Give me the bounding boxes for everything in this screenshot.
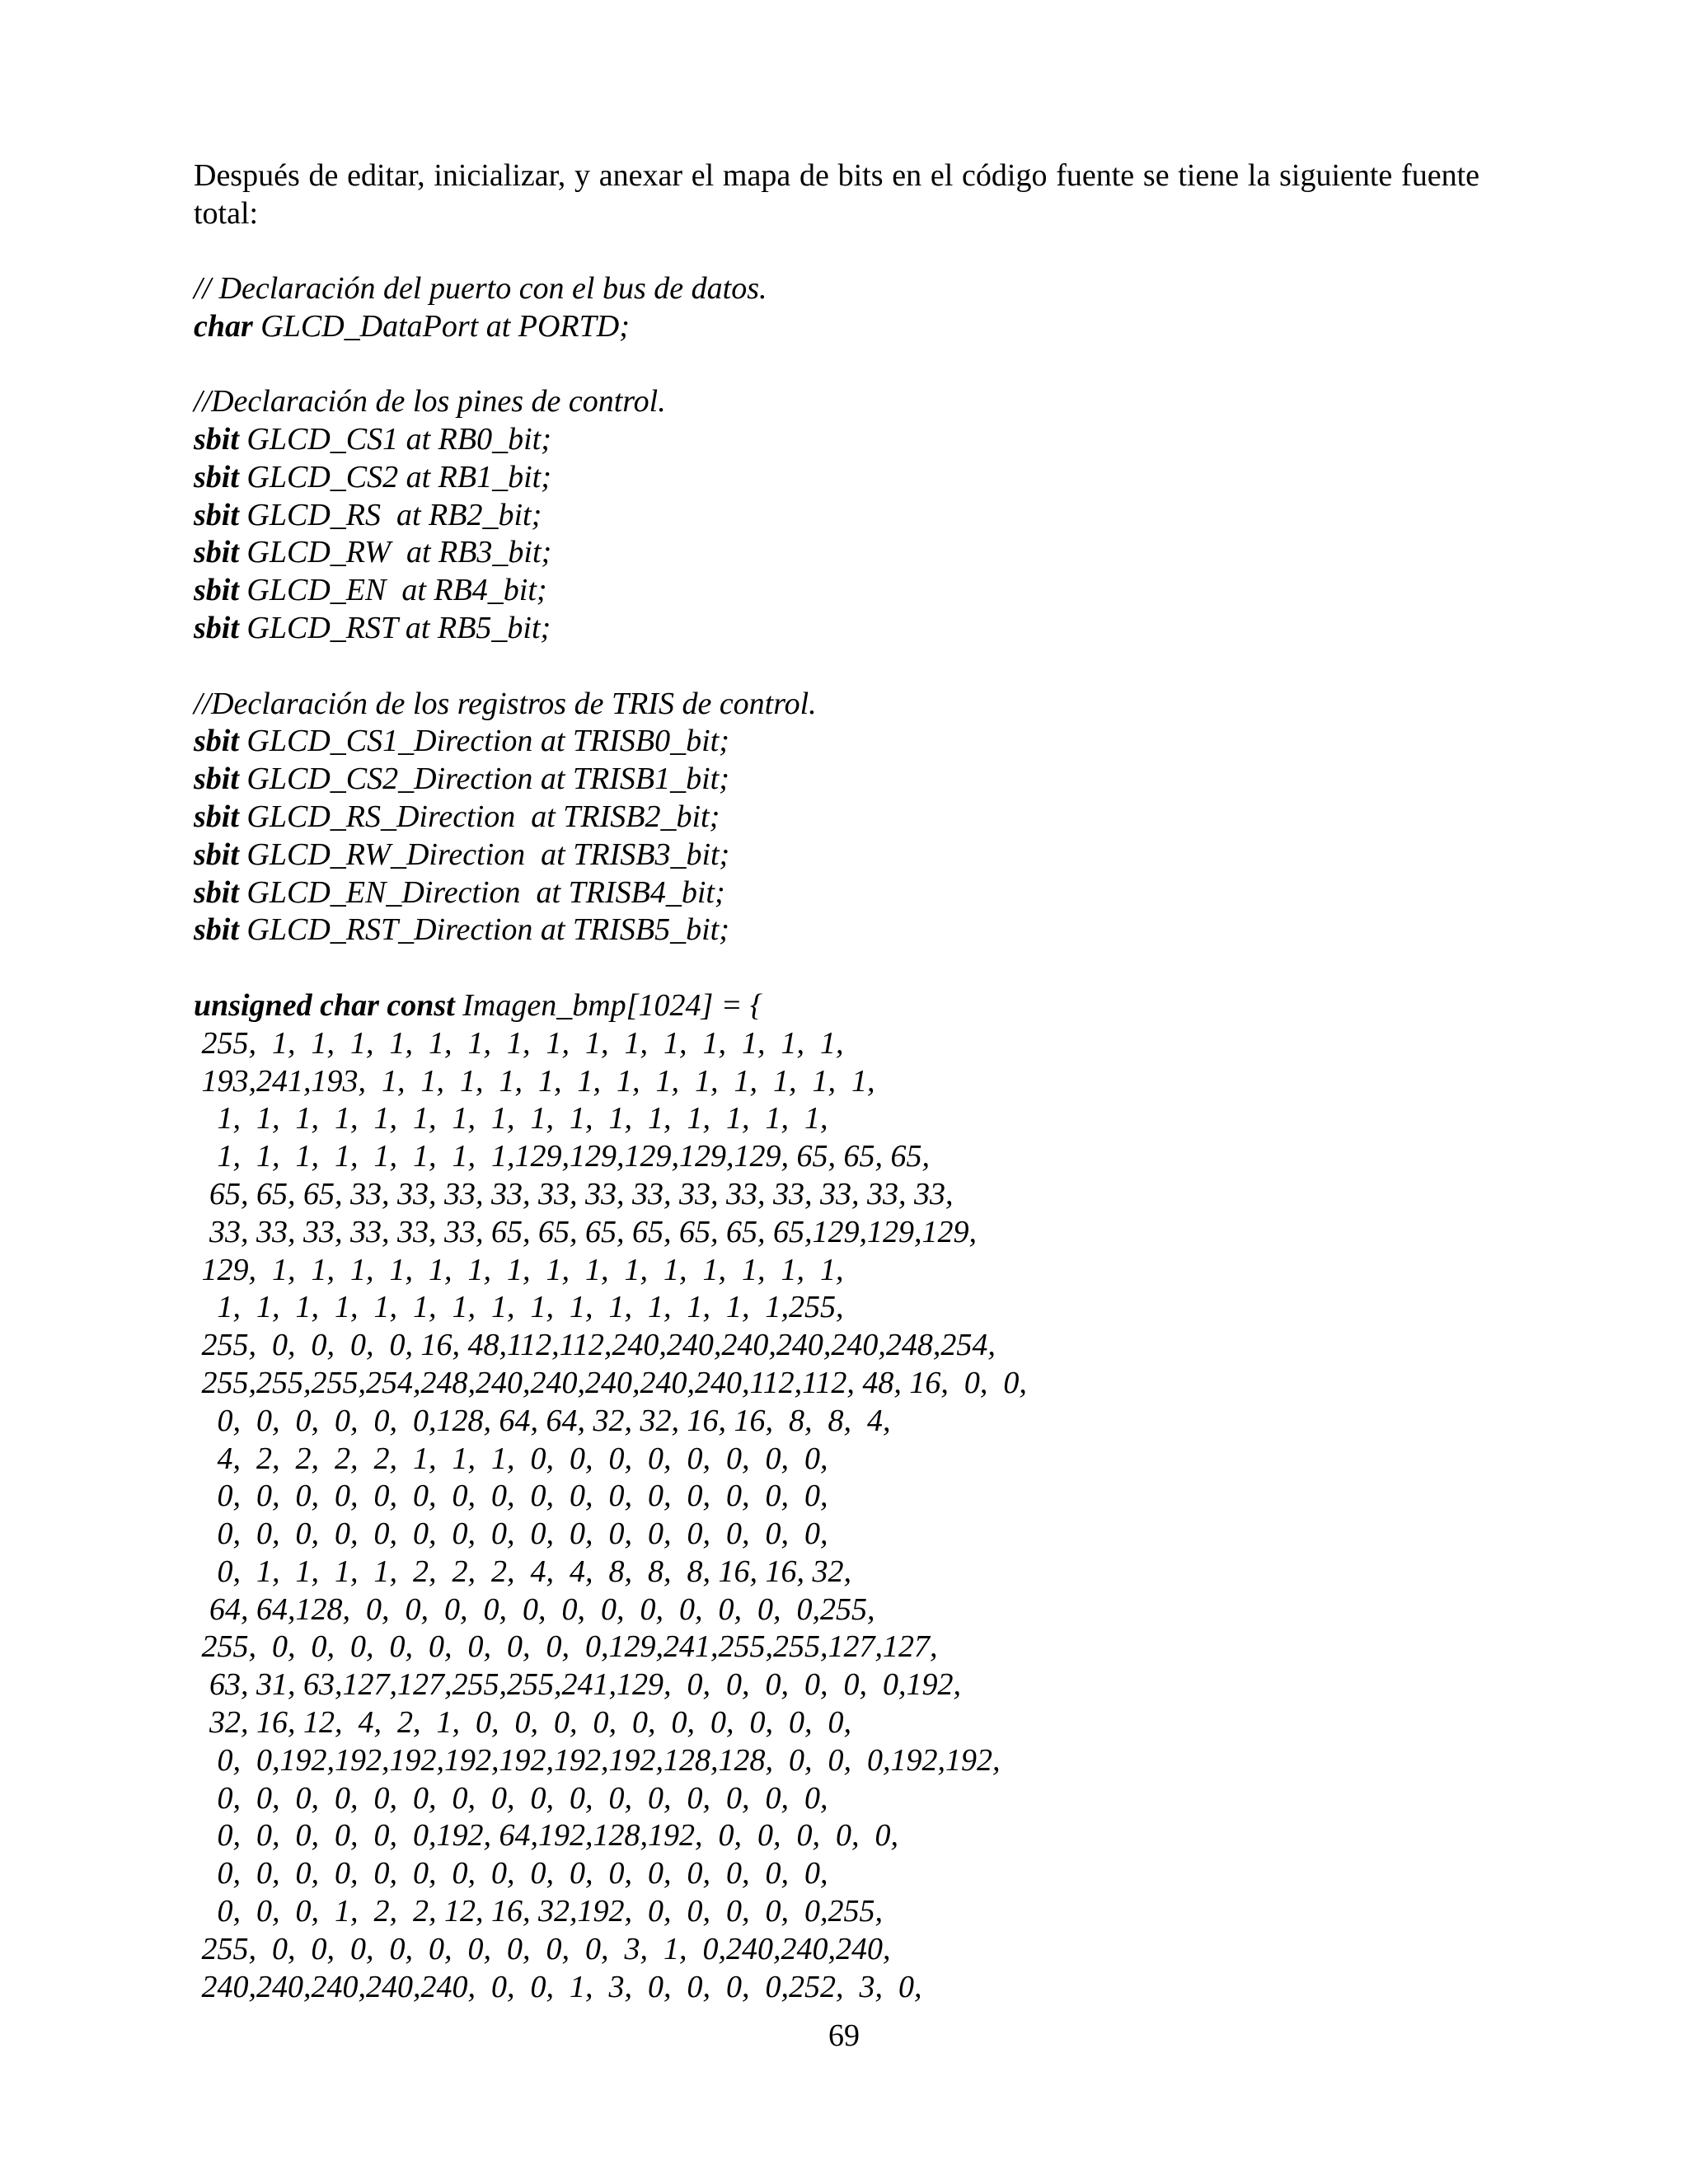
source-code (194, 270, 1479, 2007)
code-line (194, 1855, 1479, 1893)
spacer (194, 949, 1479, 987)
code-line (194, 1893, 1479, 1931)
code-keyword: sbit (194, 497, 239, 532)
code-text: GLCD_RST_Direction at TRISB5_bit; (238, 912, 729, 948)
code-line (194, 686, 1479, 724)
code-text: GLCD_RW_Direction at TRISB3_bit; (238, 837, 730, 872)
code-line (194, 1817, 1479, 1855)
code-text: 32, 16, 12, 4, 2, 1, 0, 0, 0, 0, 0, 0, 0, 0, 0, 0, (194, 1705, 851, 1741)
code-text: GLCD_CS2 at RB1_bit; (238, 459, 551, 494)
code-line (194, 1478, 1479, 1516)
code-text: 0, 0,192,192,192,192,192,192,192,128,128, 0, 0, 0,192,192, (194, 1742, 1001, 1778)
code-keyword: sbit (194, 535, 239, 570)
code-text: GLCD_RS at RB2_bit; (238, 497, 542, 532)
code-text: 33, 33, 33, 33, 33, 33, 65, 65, 65, 65, 65, 65, 65,129,129,129, (194, 1214, 977, 1249)
code-section (194, 987, 1479, 2007)
code-line (194, 1516, 1479, 1554)
code-line (194, 837, 1479, 874)
code-line (194, 610, 1479, 648)
code-text: 64, 64,128, 0, 0, 0, 0, 0, 0, 0, 0, 0, 0, 0, 0,255, (194, 1591, 875, 1627)
code-line (194, 534, 1479, 572)
code-text: 4, 2, 2, 2, 2, 1, 1, 1, 0, 0, 0, 0, 0, 0, 0, 0, (194, 1441, 828, 1476)
code-line (194, 572, 1479, 610)
code-line (194, 1403, 1479, 1441)
code-line (194, 1100, 1479, 1138)
code-line (194, 1969, 1479, 2007)
code-line (194, 799, 1479, 837)
code-section (194, 270, 1479, 346)
code-line (194, 421, 1479, 459)
code-line (194, 987, 1479, 1025)
code-line (194, 1176, 1479, 1214)
code-line (194, 1327, 1479, 1365)
code-text: GLCD_RST at RB5_bit; (238, 610, 551, 645)
code-keyword: sbit (194, 874, 239, 910)
code-section (194, 383, 1479, 648)
code-line (194, 1138, 1479, 1176)
code-line (194, 308, 1479, 346)
code-text: 1, 1, 1, 1, 1, 1, 1, 1, 1, 1, 1, 1, 1, 1, 1, 1, (194, 1101, 828, 1137)
code-text: GLCD_CS1 at RB0_bit; (238, 421, 551, 457)
code-text: GLCD_RW at RB3_bit; (238, 535, 552, 570)
code-text: 1, 1, 1, 1, 1, 1, 1, 1, 1, 1, 1, 1, 1, 1, 1,255, (194, 1290, 844, 1325)
intro-paragraph: Después de editar, inicializar, y anexar el mapa de bits en el código fuente se tiene la siguiente fuente total: (194, 158, 1479, 231)
code-text: GLCD_CS1_Direction at TRISB0_bit; (238, 724, 729, 759)
code-text: // Declaración del puerto con el bus de datos. (194, 270, 767, 306)
code-keyword: sbit (194, 610, 239, 645)
code-text: GLCD_EN at RB4_bit; (238, 573, 547, 608)
code-text: GLCD_CS2_Direction at TRISB1_bit; (238, 762, 729, 797)
code-text: 0, 0, 0, 1, 2, 2, 12, 16, 32,192, 0, 0, 0, 0, 0,255, (194, 1894, 883, 1929)
code-line (194, 1441, 1479, 1479)
code-text: 0, 0, 0, 0, 0, 0, 0, 0, 0, 0, 0, 0, 0, 0, 0, 0, (194, 1856, 828, 1891)
spacer (194, 345, 1479, 383)
spacer (194, 232, 1479, 270)
code-keyword: sbit (194, 799, 239, 834)
code-section (194, 686, 1479, 950)
code-text: Imagen_bmp[1024] = { (454, 987, 763, 1023)
code-keyword: sbit (194, 724, 239, 759)
code-keyword: sbit (194, 762, 239, 797)
document-page (194, 157, 1479, 2006)
code-text: GLCD_DataPort at PORTD; (252, 308, 630, 344)
code-line (194, 1063, 1479, 1101)
code-keyword: sbit (194, 912, 239, 948)
code-line (194, 1742, 1479, 1780)
code-line (194, 383, 1479, 421)
code-line (194, 1025, 1479, 1063)
code-keyword: sbit (194, 837, 239, 872)
code-text: 0, 0, 0, 0, 0, 0, 0, 0, 0, 0, 0, 0, 0, 0, 0, 0, (194, 1479, 828, 1514)
code-keyword: sbit (194, 421, 239, 457)
spacer (194, 648, 1479, 686)
code-text: 255, 0, 0, 0, 0, 0, 0, 0, 0, 0,129,241,255,255,127,127, (194, 1629, 938, 1665)
code-text: 255, 0, 0, 0, 0, 0, 0, 0, 0, 0, 3, 1, 0,240,240,240, (194, 1931, 891, 1966)
code-line (194, 1252, 1479, 1290)
code-line (194, 723, 1479, 761)
code-line (194, 761, 1479, 799)
code-line (194, 1214, 1479, 1252)
code-keyword: sbit (194, 459, 239, 494)
code-line (194, 270, 1479, 308)
code-text: //Declaración de los pines de control. (194, 384, 666, 419)
code-text: 129, 1, 1, 1, 1, 1, 1, 1, 1, 1, 1, 1, 1, 1, 1, 1, (194, 1252, 844, 1287)
code-text: 255, 0, 0, 0, 0, 16, 48,112,112,240,240,240,240,240,248,254, (194, 1328, 996, 1363)
code-line (194, 1704, 1479, 1742)
code-text: 0, 0, 0, 0, 0, 0,128, 64, 64, 32, 32, 16, 16, 8, 8, 4, (194, 1403, 891, 1438)
code-line (194, 1780, 1479, 1818)
code-line (194, 1365, 1479, 1403)
page-number: 69 (828, 2018, 860, 2053)
code-text: //Declaración de los registros de TRIS de control. (194, 686, 817, 721)
code-text: 0, 0, 0, 0, 0, 0, 0, 0, 0, 0, 0, 0, 0, 0, 0, 0, (194, 1516, 828, 1552)
code-text: 0, 0, 0, 0, 0, 0,192, 64,192,128,192, 0, 0, 0, 0, 0, (194, 1818, 898, 1854)
code-text: 255, 1, 1, 1, 1, 1, 1, 1, 1, 1, 1, 1, 1, 1, 1, 1, (194, 1025, 844, 1061)
code-line (194, 912, 1479, 949)
code-line (194, 1629, 1479, 1666)
code-line (194, 1931, 1479, 1969)
code-line (194, 1591, 1479, 1629)
code-text: 65, 65, 65, 33, 33, 33, 33, 33, 33, 33, 33, 33, 33, 33, 33, 33, (194, 1176, 954, 1212)
code-text: 0, 1, 1, 1, 1, 2, 2, 2, 4, 4, 8, 8, 8, 16, 16, 32, (194, 1554, 851, 1589)
code-text: 240,240,240,240,240, 0, 0, 1, 3, 0, 0, 0, 0,252, 3, 0, (194, 1969, 922, 2004)
code-line (194, 874, 1479, 912)
code-keyword: unsigned char const (194, 987, 455, 1023)
code-text: 0, 0, 0, 0, 0, 0, 0, 0, 0, 0, 0, 0, 0, 0, 0, 0, (194, 1780, 828, 1816)
code-text: GLCD_RS_Direction at TRISB2_bit; (238, 799, 720, 834)
code-keyword: char (194, 308, 253, 344)
code-line (194, 1666, 1479, 1704)
code-text: 255,255,255,254,248,240,240,240,240,240,112,112, 48, 16, 0, 0, (194, 1365, 1027, 1400)
code-text: GLCD_EN_Direction at TRISB4_bit; (238, 874, 725, 910)
code-text: 1, 1, 1, 1, 1, 1, 1, 1,129,129,129,129,129, 65, 65, 65, (194, 1139, 930, 1174)
code-line (194, 1289, 1479, 1327)
code-line (194, 1554, 1479, 1591)
code-line (194, 459, 1479, 497)
code-text: 63, 31, 63,127,127,255,255,241,129, 0, 0, 0, 0, 0, 0,192, (194, 1667, 961, 1703)
code-text: 193,241,193, 1, 1, 1, 1, 1, 1, 1, 1, 1, 1, 1, 1, 1, (194, 1063, 875, 1099)
code-line (194, 497, 1479, 535)
code-keyword: sbit (194, 573, 239, 608)
